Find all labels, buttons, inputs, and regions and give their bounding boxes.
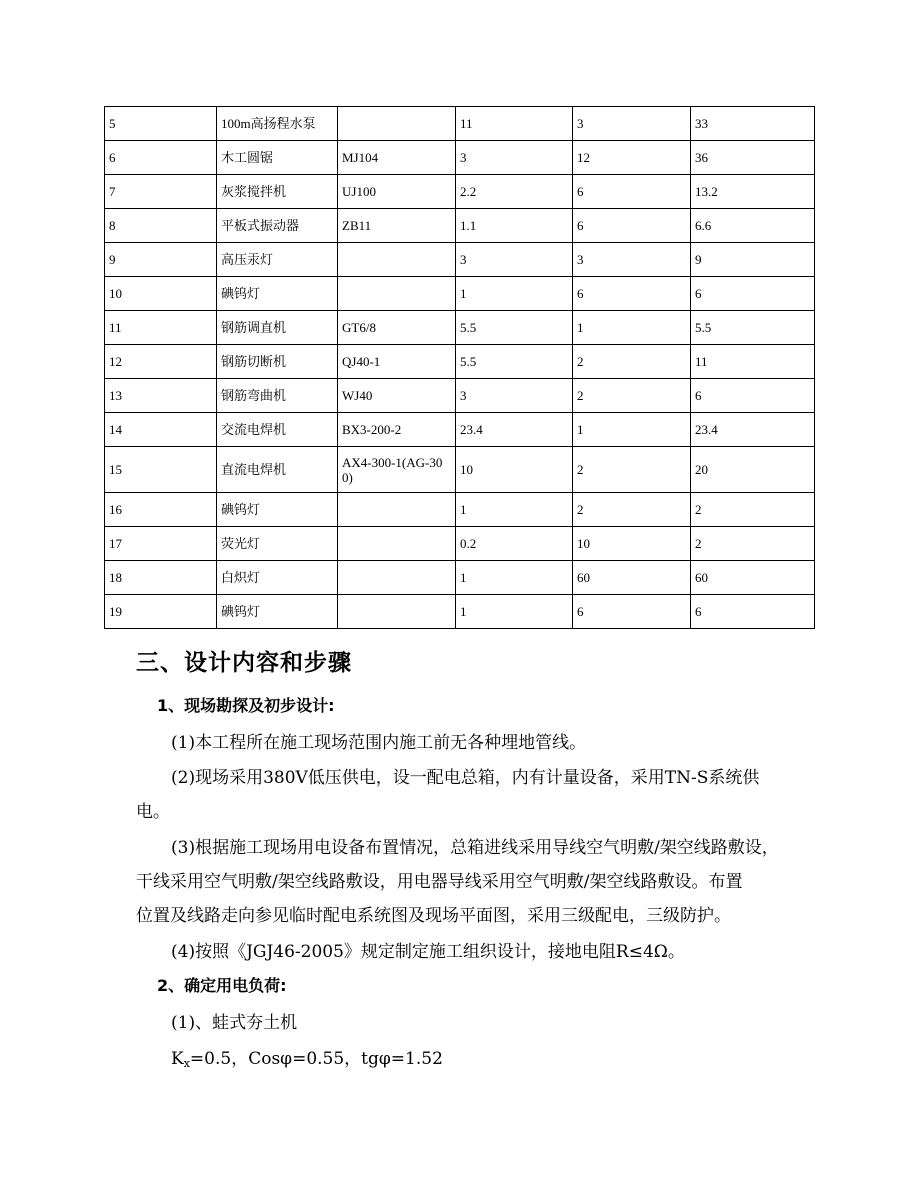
table-row <box>105 413 815 447</box>
cell-index: 9 <box>105 243 217 277</box>
cell-device-name: 平板式振动器 <box>217 209 338 243</box>
cell-quantity: 2 <box>573 493 691 527</box>
paragraph-3-line-3: 位置及线路走向参见临时配电系统图及现场平面图，采用三级配电，三级防护。 <box>136 906 731 926</box>
cell-device-name: 100m高扬程水泵 <box>217 107 338 141</box>
table-row <box>105 379 815 413</box>
cell-power: 0.2 <box>456 527 573 561</box>
cell-model: BX3-200-2 <box>338 413 456 447</box>
cell-model: AX4-300-1(AG-300) <box>338 447 456 493</box>
cell-model: WJ40 <box>338 379 456 413</box>
cell-total-power: 36 <box>691 141 815 175</box>
table-row <box>105 595 815 629</box>
cell-device-name: 钢筋切断机 <box>217 345 338 379</box>
cell-model <box>338 243 456 277</box>
cell-quantity: 2 <box>573 345 691 379</box>
cell-index: 17 <box>105 527 217 561</box>
table-row <box>105 243 815 277</box>
cell-index: 6 <box>105 141 217 175</box>
table-row <box>105 175 815 209</box>
cell-model: UJ100 <box>338 175 456 209</box>
cell-total-power: 6 <box>691 277 815 311</box>
cell-device-name: 荧光灯 <box>217 527 338 561</box>
cell-total-power: 2 <box>691 527 815 561</box>
cell-total-power: 6 <box>691 595 815 629</box>
table-row <box>105 561 815 595</box>
cell-index: 15 <box>105 447 217 493</box>
cell-quantity: 10 <box>573 527 691 561</box>
table-row <box>105 345 815 379</box>
cell-model <box>338 561 456 595</box>
cell-index: 13 <box>105 379 217 413</box>
cell-power: 1 <box>456 561 573 595</box>
cell-quantity: 3 <box>573 107 691 141</box>
cell-total-power: 5.5 <box>691 311 815 345</box>
cell-quantity: 6 <box>573 209 691 243</box>
k-subscript: x <box>183 1057 190 1070</box>
cell-quantity: 1 <box>573 311 691 345</box>
cell-quantity: 6 <box>573 277 691 311</box>
cell-index: 14 <box>105 413 217 447</box>
cell-power: 1 <box>456 595 573 629</box>
cell-index: 12 <box>105 345 217 379</box>
cell-total-power: 6.6 <box>691 209 815 243</box>
cell-model <box>338 493 456 527</box>
cell-model: MJ104 <box>338 141 456 175</box>
cell-index: 16 <box>105 493 217 527</box>
cell-total-power: 60 <box>691 561 815 595</box>
equipment-table-body <box>105 107 815 629</box>
cell-power: 3 <box>456 379 573 413</box>
table-row <box>105 311 815 345</box>
cell-power: 2.2 <box>456 175 573 209</box>
subsection-1-heading: 1、现场勘探及初步设计: <box>157 696 335 715</box>
cell-quantity: 60 <box>573 561 691 595</box>
table-row <box>105 527 815 561</box>
paragraph-1: (1)本工程所在施工现场范围内施工前无各种埋地管线。 <box>171 733 587 753</box>
cell-index: 18 <box>105 561 217 595</box>
k-symbol: K <box>171 1049 184 1069</box>
cell-index: 11 <box>105 311 217 345</box>
cell-device-name: 木工圆锯 <box>217 141 338 175</box>
cell-index: 7 <box>105 175 217 209</box>
cell-quantity: 2 <box>573 379 691 413</box>
cell-index: 10 <box>105 277 217 311</box>
cell-model <box>338 277 456 311</box>
cell-device-name: 直流电焊机 <box>217 447 338 493</box>
cell-model: QJ40-1 <box>338 345 456 379</box>
cell-quantity: 1 <box>573 413 691 447</box>
table-row <box>105 447 815 493</box>
cell-device-name: 钢筋调直机 <box>217 311 338 345</box>
formula-values: =0.5，Cosφ=0.55，tgφ=1.52 <box>189 1049 443 1069</box>
cell-power: 1.1 <box>456 209 573 243</box>
cell-power: 5.5 <box>456 311 573 345</box>
cell-power: 1 <box>456 277 573 311</box>
cell-total-power: 13.2 <box>691 175 815 209</box>
cell-device-name: 碘钨灯 <box>217 493 338 527</box>
table-row <box>105 107 815 141</box>
cell-index: 5 <box>105 107 217 141</box>
cell-device-name: 交流电焊机 <box>217 413 338 447</box>
paragraph-3-line-2: 干线采用空气明敷/架空线路敷设，用电器导线采用空气明敷/架空线路敷设。布置 <box>136 872 743 892</box>
cell-device-name: 钢筋弯曲机 <box>217 379 338 413</box>
cell-total-power: 6 <box>691 379 815 413</box>
cell-total-power: 20 <box>691 447 815 493</box>
table-row <box>105 141 815 175</box>
equipment-table <box>104 106 815 629</box>
cell-quantity: 2 <box>573 447 691 493</box>
paragraph-2-line-1: (2)现场采用380V低压供电，设一配电总箱，内有计量设备，采用TN-S系统供 <box>171 768 760 788</box>
cell-quantity: 6 <box>573 175 691 209</box>
cell-model <box>338 107 456 141</box>
cell-power: 1 <box>456 493 573 527</box>
cell-total-power: 23.4 <box>691 413 815 447</box>
cell-total-power: 33 <box>691 107 815 141</box>
cell-device-name: 灰浆搅拌机 <box>217 175 338 209</box>
cell-quantity: 12 <box>573 141 691 175</box>
cell-device-name: 高压汞灯 <box>217 243 338 277</box>
cell-quantity: 3 <box>573 243 691 277</box>
cell-power: 23.4 <box>456 413 573 447</box>
paragraph-3-line-1: (3)根据施工现场用电设备布置情况，总箱进线采用导线空气明敷/架空线路敷设， <box>171 838 779 858</box>
cell-power: 3 <box>456 141 573 175</box>
cell-total-power: 11 <box>691 345 815 379</box>
cell-total-power: 9 <box>691 243 815 277</box>
cell-index: 8 <box>105 209 217 243</box>
load-item-1: (1)、蛙式夯土机 <box>171 1013 298 1033</box>
table-row <box>105 277 815 311</box>
cell-quantity: 6 <box>573 595 691 629</box>
paragraph-4: (4)按照《JGJ46-2005》规定制定施工组织设计，接地电阻R≤4Ω。 <box>171 942 685 962</box>
cell-device-name: 白炽灯 <box>217 561 338 595</box>
table-row <box>105 209 815 243</box>
cell-power: 3 <box>456 243 573 277</box>
cell-power: 10 <box>456 447 573 493</box>
cell-device-name: 碘钨灯 <box>217 277 338 311</box>
cell-model: GT6/8 <box>338 311 456 345</box>
paragraph-2-line-2: 电。 <box>136 802 170 822</box>
cell-power: 5.5 <box>456 345 573 379</box>
cell-device-name: 碘钨灯 <box>217 595 338 629</box>
coefficient-formula <box>171 1044 851 1070</box>
cell-model <box>338 595 456 629</box>
cell-index: 19 <box>105 595 217 629</box>
cell-power: 11 <box>456 107 573 141</box>
subsection-2-heading: 2、确定用电负荷: <box>157 976 287 995</box>
cell-total-power: 2 <box>691 493 815 527</box>
section-title: 三、设计内容和步骤 <box>136 650 352 676</box>
table-row <box>105 493 815 527</box>
cell-model: ZB11 <box>338 209 456 243</box>
cell-model <box>338 527 456 561</box>
